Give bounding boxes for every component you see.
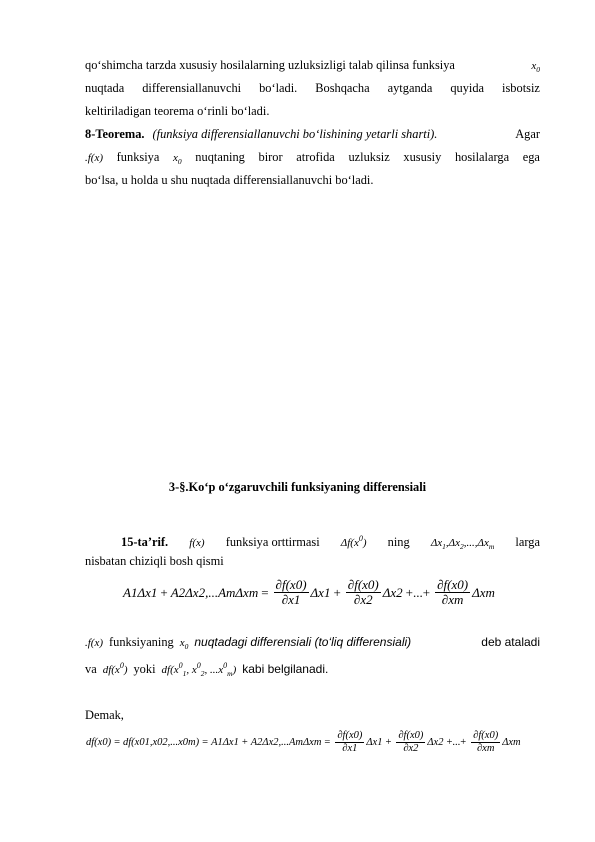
text-line [85,704,540,727]
text-line [85,77,540,100]
word: ning [387,535,410,549]
math-fx: .f(x) [85,637,104,649]
theorem-block [85,123,540,192]
text-line [85,631,540,654]
section-title: 3-§.Ko‘p o‘zgaruvchili funksiyaning differensiali [168,480,427,494]
text: nisbatan chiziqli bosh qismi [85,554,224,568]
math-fx: f(x) [189,537,205,549]
word: larga [515,535,540,549]
total-differential-formula: df(x0) = df(x01,x02,...x0m) = A1Δx1 + A2Δx2,...AmΔxm = $\frac{\partial f(x0)}{\partial x1}$ Δx1 + $\frac{\partial f(x0)}{\partial x2}$ Δx2 +...+ $\frac{\partial f(x0)}{\partial xm}$ Δxm [86,730,521,754]
text: keltiriladigan teorema o‘rinli bo‘ladi. [85,104,270,118]
math-df-full: $df(x^0_1$, $x^0_2$, $...x^0_m$) [161,661,237,678]
text: funksiya orttirmasi [225,535,320,549]
word: xususiy [403,150,442,164]
text: bo‘lsa, u holda u shu nuqtada differensiallanuvchi bo‘ladi. [85,173,374,187]
math-increments: $\Delta x_1,\Delta x_2,...,\Delta x_m$ [430,537,495,551]
theorem-title: (funksiya differensiallanuvchi bo‘lishining yetarli sharti). [152,127,438,141]
differential-term: nuqtadagi differensiali (to‘liq differensiali) [194,635,412,649]
word: uzluksiz [348,150,390,164]
text-line [85,169,540,192]
word: funksiyaning [109,635,174,649]
text-line [85,123,540,146]
math-fx: .f(x) [85,152,104,164]
text: deb ataladi [481,635,540,649]
word: Agar [515,127,540,141]
text-line [85,146,540,169]
text: kabi belgilanadi. [242,662,329,676]
definition-continuation [85,631,540,677]
theorem-label: 8-Teorema. [85,127,145,141]
word: atrofida [296,150,335,164]
definition-label: 15-ta’rif. [121,535,169,549]
word: Boshqacha [315,81,370,95]
math-x0: $x_0$ [531,60,540,74]
text-line [85,100,540,123]
linear-part-formula: A1Δx1 + A2Δx2,...AmΔxm = $\frac{\partial f(x0)}{\partial x1}$ Δx1 + $\frac{\partial f(x0)}{\partial x2}$ Δx2 +...+ $\frac{\partial f(x0)}{\partial xm}$ Δxm [123,577,495,608]
word: Demak, [85,708,124,722]
math-x0: $x_0$ [173,152,182,166]
text-line [85,54,540,77]
word: differensiallanuvchi [142,81,242,95]
text-line [85,654,540,677]
word: nuqtada [85,81,125,95]
math-delta-f: $\Delta f(x^0)$ [340,534,367,549]
word: ega [522,150,540,164]
word: yoki [133,662,156,676]
demak-line [85,704,540,727]
math-x0: $x_0$ [179,637,189,651]
word: hosilalarga [454,150,510,164]
word: quyida [450,81,485,95]
intro-paragraph [85,54,540,123]
word: va [85,662,97,676]
math-df: $df(x^0)$ [102,661,128,676]
word: biror [258,150,283,164]
word: funksiya [116,150,160,164]
word: bo‘ladi. [259,81,298,95]
text-line [85,527,540,550]
text: qo‘shimcha tarzda xususiy hosilalarning uzluksizligi talab qilinsa funksiya [85,58,455,72]
word: aytganda [387,81,433,95]
word: nuqtaning [195,150,245,164]
definition-block [85,527,540,573]
word: isbotsiz [502,81,540,95]
